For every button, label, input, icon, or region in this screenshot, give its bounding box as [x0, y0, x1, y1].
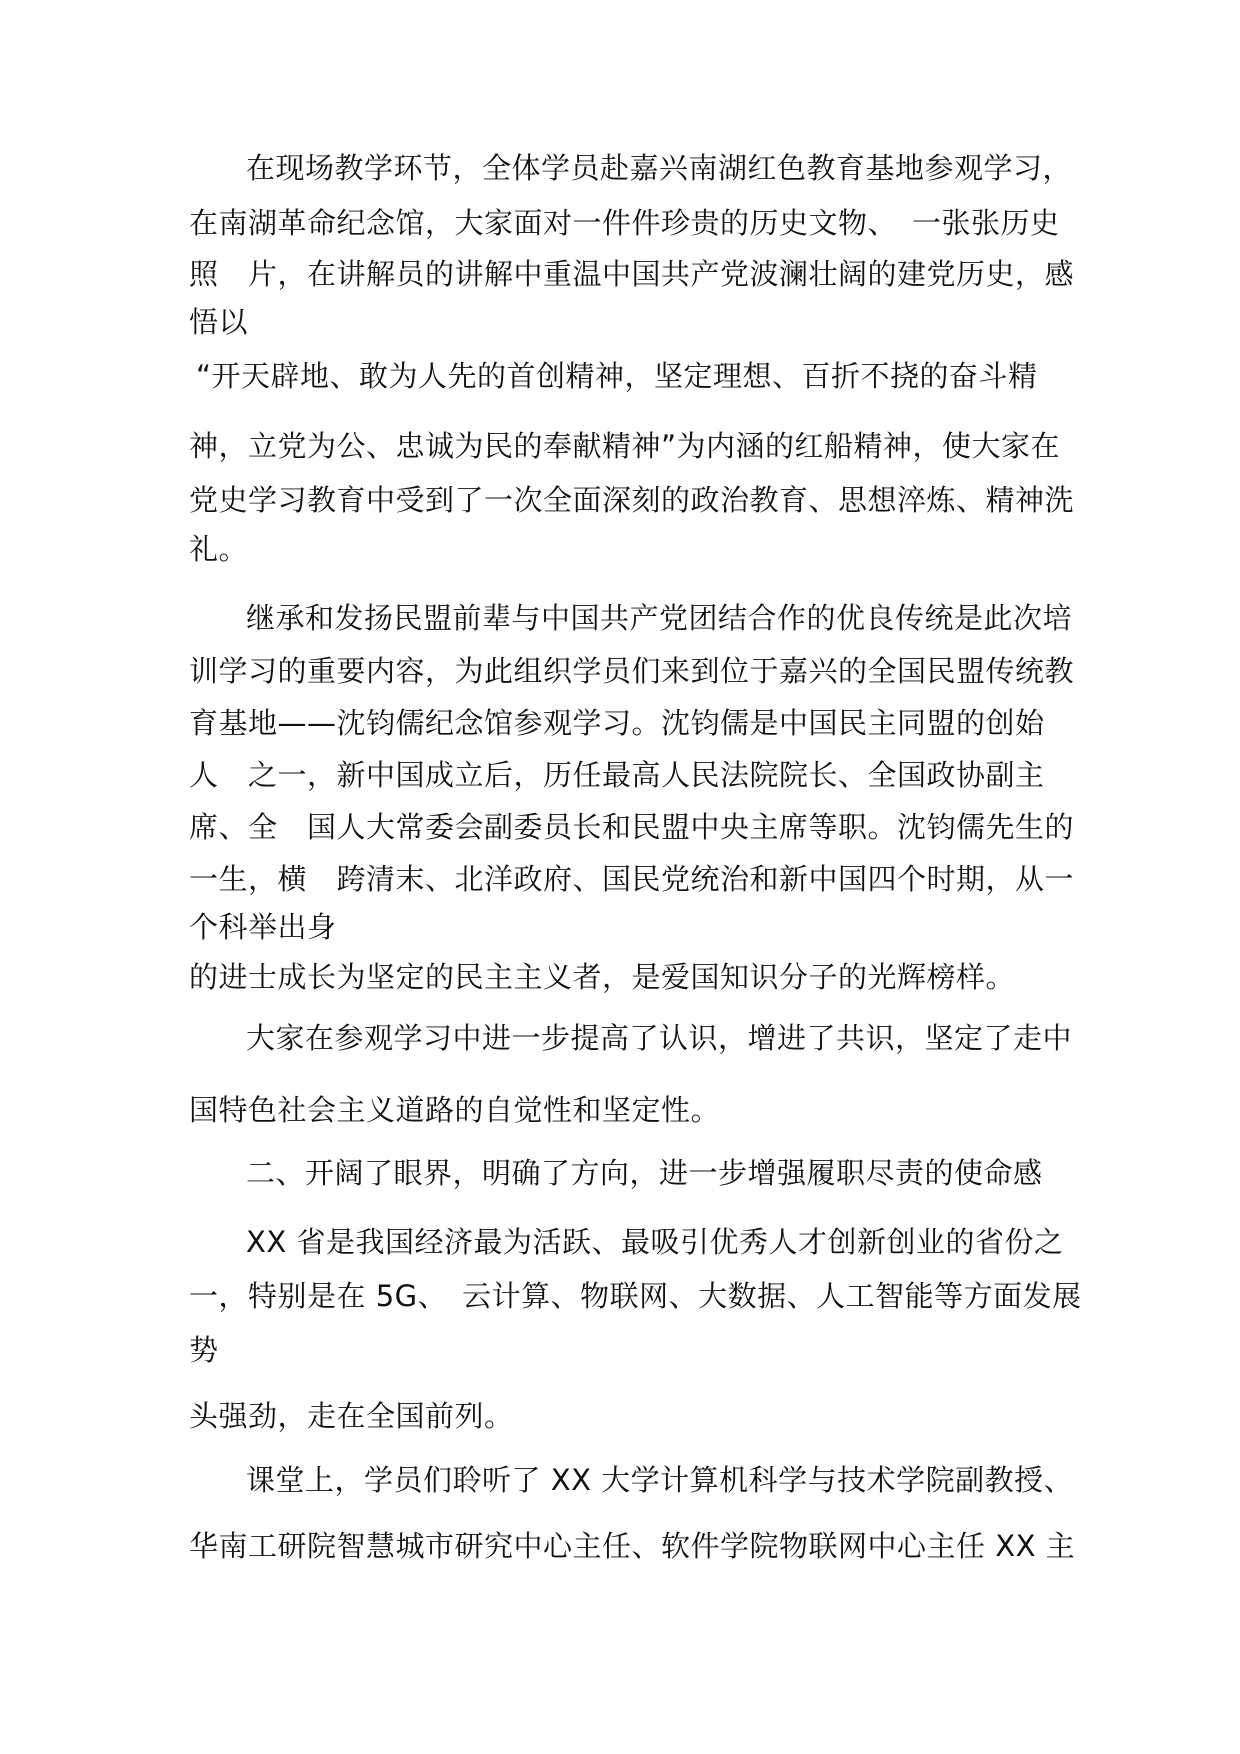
paragraph-2-line-2: 训学习的重要内容，为此组织学员们来到位于嘉兴的全国民盟传统教 [189, 654, 1075, 688]
paragraph-2-line-6: 一生，横 跨清末、北洋政府、国民党统治和新中国四个时期，从一 [189, 862, 1075, 896]
paragraph-2-line-4: 人 之一，新中国成立后，历任最高人民法院院长、全国政协副主 [189, 758, 1045, 792]
paragraph-1-line-1: 在现场教学环节，全体学员赴嘉兴南湖红色教育基地参观学习， [246, 151, 1073, 185]
paragraph-4-line-3: 势 [189, 1333, 219, 1367]
paragraph-2-line-1: 继承和发扬民盟前辈与中国共产党团结合作的优良传统是此次培 [246, 601, 1073, 635]
paragraph-3-line-1: 大家在参观学习中进一步提高了认识，增进了共识，坚定了走中 [246, 1021, 1073, 1055]
paragraph-2-line-3: 育基地——沈钧儒纪念馆参观学习。沈钧儒是中国民主同盟的创始 [189, 706, 1045, 740]
paragraph-1-line-8: 礼。 [189, 532, 249, 566]
paragraph-5-line-1: 课堂上，学员们聆听了 XX 大学计算机科学与技术学院副教授、 [246, 1463, 1074, 1497]
paragraph-1-line-6: 神，立党为公、忠诚为民的奉献精神”为内涵的红船精神，使大家在 [189, 429, 1061, 463]
paragraph-1-line-4: 悟以 [189, 305, 249, 339]
paragraph-1-line-3: 照 片，在讲解员的讲解中重温中国共产党波澜壮阔的建党历史，感 [189, 257, 1075, 291]
paragraph-3-line-2: 国特色社会主义道路的自觉性和坚定性。 [189, 1093, 721, 1127]
section-heading: 二、开阔了眼界，明确了方向，进一步增强履职尽责的使命感 [246, 1156, 1043, 1190]
paragraph-1-line-5: “开天辟地、敢为人先的首创精神，坚定理想、百折不挠的奋斗精 [196, 359, 1038, 393]
paragraph-2-line-5: 席、全 国人大常委会副委员长和民盟中央主席等职。沈钧儒先生的 [189, 810, 1075, 844]
paragraph-5-line-2: 华南工研院智慧城市研究中心主任、软件学院物联网中心主任 XX 主 [189, 1529, 1076, 1563]
paragraph-4-line-2: 一，特别是在 5G、 云计算、物联网、大数据、人工智能等方面发展 [189, 1279, 1082, 1313]
paragraph-2-line-8: 的进士成长为坚定的民主主义者，是爱国知识分子的光辉榜样。 [189, 960, 1016, 994]
paragraph-4-line-4: 头强劲，走在全国前列。 [189, 1399, 514, 1433]
paragraph-2-line-7: 个科举出身 [189, 910, 337, 944]
paragraph-1-line-7: 党史学习教育中受到了一次全面深刻的政治教育、思想淬炼、精神洗 [189, 483, 1075, 517]
paragraph-4-line-1: XX 省是我国经济最为活跃、最吸引优秀人才创新创业的省份之 [246, 1225, 1064, 1259]
paragraph-1-line-2: 在南湖革命纪念馆，大家面对一件件珍贵的历史文物、 一张张历史 [189, 206, 1060, 240]
